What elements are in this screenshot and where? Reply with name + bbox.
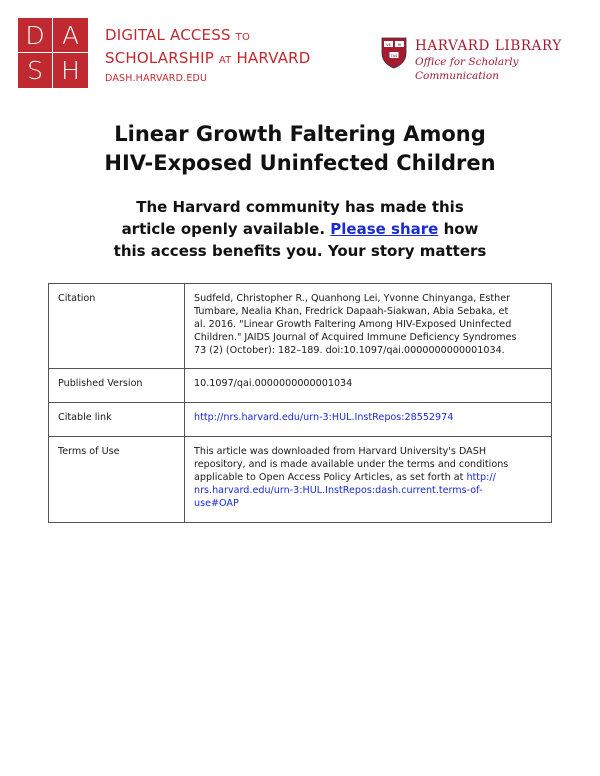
citable-link[interactable]: http://nrs.harvard.edu/urn-3:HUL.InstRepos:28552974	[194, 412, 454, 423]
share-line2-after: how	[443, 220, 479, 238]
table-row-published-version	[49, 369, 552, 403]
table-row-terms-of-use	[49, 437, 552, 523]
dash-logo-letter-d: D	[18, 18, 53, 53]
table-row-citation	[49, 284, 552, 369]
table-row-citable-link	[49, 403, 552, 437]
terms-line-1: This article was downloaded from Harvard University's DASH	[194, 446, 487, 457]
citable-link-cell	[185, 403, 552, 437]
dash-wordmark	[105, 25, 311, 84]
harvard-library-title: HARVARD LIBRARY	[415, 38, 562, 54]
please-share-link[interactable]: Please share	[330, 220, 439, 238]
published-version-value: 10.1097/qai.0000000000001034	[185, 369, 552, 403]
citation-line-1: Sudfeld, Christopher R., Quanhong Lei, Yvonne Chinyanga, Esther	[194, 293, 511, 304]
citable-link-label: Citable link	[49, 403, 185, 437]
citation-line-4: Children." JAIDS Journal of Acquired Immune Deficiency Syndromes	[194, 332, 517, 343]
article-title-line-2: HIV-Exposed Uninfected Children	[104, 151, 496, 175]
terms-line-3	[194, 471, 542, 484]
harvard-shield-icon	[381, 37, 407, 69]
terms-line-3-text: applicable to Open Access Policy Articles, as set forth at	[194, 472, 464, 483]
dash-line2-small: AT	[218, 55, 232, 66]
shield-text-3: TAS	[390, 53, 398, 58]
dash-line2-end: HARVARD	[236, 49, 311, 67]
terms-link-part-1[interactable]: http://	[466, 472, 496, 483]
dash-line1-text: DIGITAL ACCESS	[105, 26, 231, 44]
published-version-label: Published Version	[49, 369, 185, 403]
dash-logo	[18, 18, 88, 88]
shield-text-2: RI	[397, 42, 402, 47]
terms-link-part-3[interactable]: use#OAP	[194, 498, 239, 509]
dash-logo-letter-a: A	[53, 18, 88, 53]
dash-url[interactable]: DASH.HARVARD.EDU	[105, 73, 208, 84]
dash-line2-text: SCHOLARSHIP	[105, 49, 214, 67]
terms-link-part-2[interactable]: nrs.harvard.edu/urn-3:HUL.InstRepos:dash.current.terms-of-	[194, 485, 483, 496]
harvard-library-subtitle: Office for Scholarly Communication	[415, 56, 519, 82]
citation-label: Citation	[49, 284, 185, 369]
terms-of-use-label: Terms of Use	[49, 437, 185, 523]
terms-line-2: repository, and is made available under the terms and conditions	[194, 459, 509, 470]
share-line-1: The Harvard community has made this	[136, 198, 464, 216]
citation-line-5: 73 (2) (October): 182–189. doi:10.1097/qai.0000000000001034.	[194, 345, 505, 356]
terms-of-use-value	[185, 437, 552, 523]
dash-logo-letter-s: S	[18, 53, 53, 88]
citation-value	[185, 284, 552, 369]
share-line2-before: article openly available.	[121, 220, 326, 238]
shield-text-1: VE	[386, 42, 391, 47]
citation-line-2: Tumbare, Nealia Khan, Fredrick Dapaah-Siakwan, Abia Sebaka, et	[194, 306, 509, 317]
terms-line-5	[194, 497, 542, 510]
dash-line-2	[105, 48, 311, 71]
share-line-2	[0, 219, 600, 240]
dash-line-1	[105, 25, 311, 48]
article-title-line-1: Linear Growth Faltering Among	[114, 122, 486, 146]
terms-line-4	[194, 484, 542, 497]
harvard-library-wordmark	[415, 38, 600, 83]
citation-line-3: al. 2016. "Linear Growth Faltering Among HIV-Exposed Uninfected	[194, 319, 512, 330]
dash-line1-small: TO	[235, 32, 251, 43]
article-info-table	[48, 283, 552, 523]
dash-logo-letter-h: H	[61, 56, 80, 85]
share-line-3: this access benefits you. Your story matters	[113, 242, 487, 260]
